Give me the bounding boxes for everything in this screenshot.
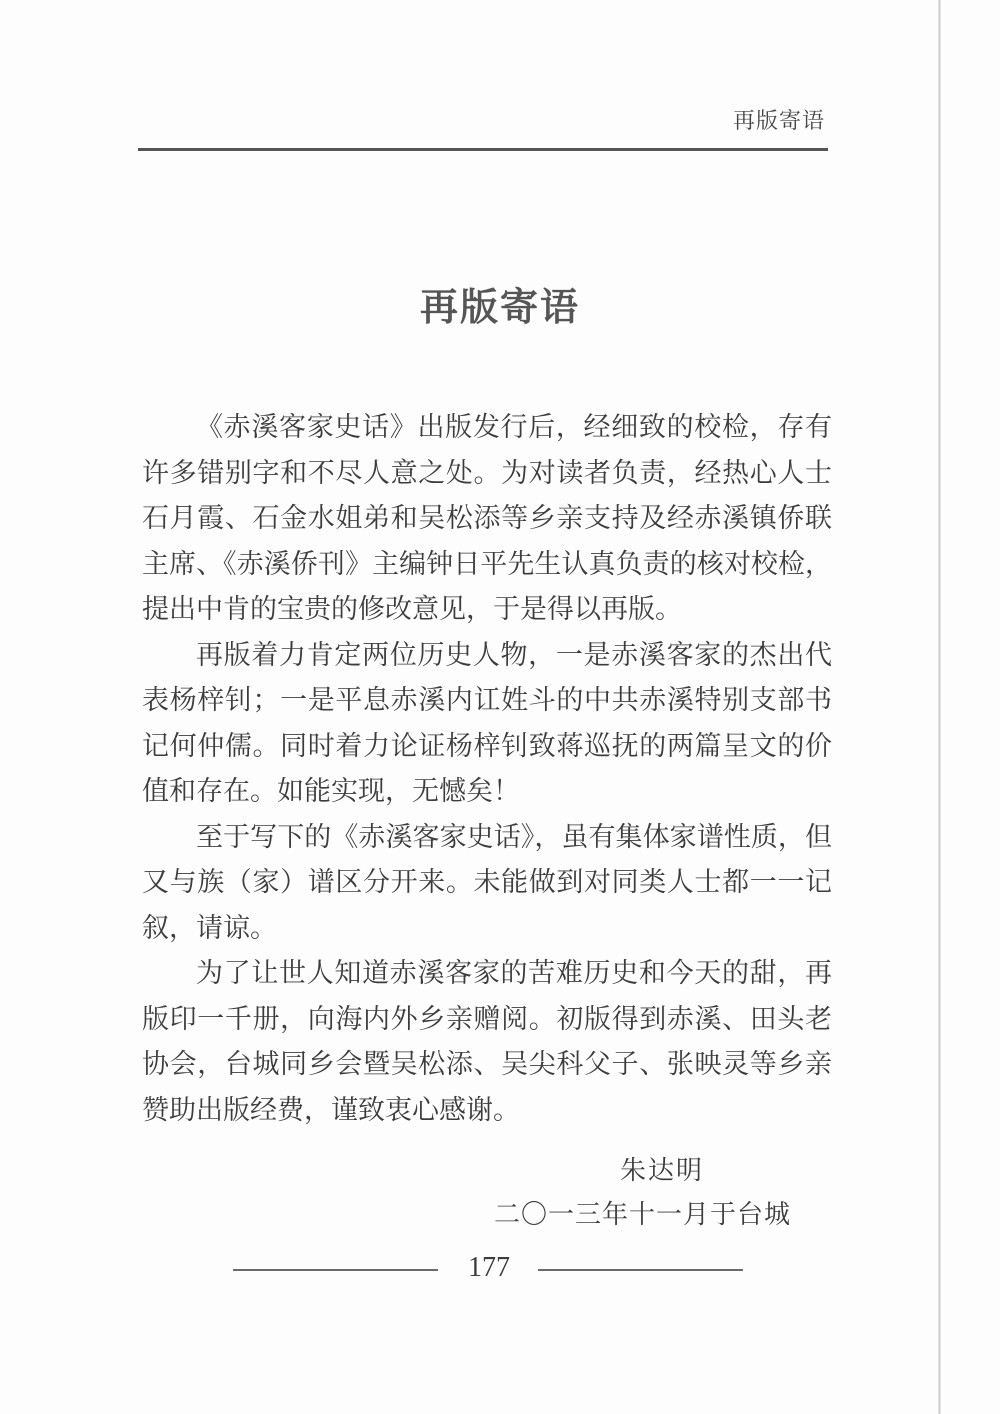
- paragraph-1: 《赤溪客家史话》出版发行后，经细致的校检，存有许多错别字和不尽人意之处。为对读者负责，经热心人士石月霞、石金水姐弟和吴松添等乡亲支持及经赤溪镇侨联主席、《赤溪侨刊》主编钟日平先生认真负责的核对校检，提出中肯的宝贵的修改意见，于是得以再版。: [142, 412, 832, 625]
- footer-rule-left: [233, 1269, 438, 1271]
- footer-rule-right: [538, 1269, 743, 1271]
- running-header: 再版寄语: [732, 109, 825, 134]
- page-edge-divider: [938, 0, 941, 1414]
- header-rule: [138, 148, 828, 151]
- paragraph-3: 至于写下的《赤溪客家史话》，虽有集体家谱性质，但又与族（家）谱区分开来。未能做到对同类人士都一一记叙，请谅。: [142, 821, 832, 944]
- paragraph-4: 为了让世人知道赤溪客家的苦难历史和今天的甜，再版印一千册，向海内外乡亲赠阅。初版得到赤溪、田头老协会，台城同乡会暨吴松添、吴尖科父子、张映灵等乡亲赞助出版经费，谨致衷心感谢。: [142, 958, 832, 1126]
- signature-date: 二〇一三年十一月于台城: [494, 1200, 792, 1230]
- page-number: 177: [468, 1252, 510, 1283]
- author-signature: 朱达明: [620, 1156, 705, 1186]
- body-text: [142, 405, 832, 1133]
- page-title: 再版寄语: [419, 285, 580, 329]
- paragraph-2: 再版着力肯定两位历史人物，一是赤溪客家的杰出代表杨梓钊；一是平息赤溪内讧姓斗的中共赤溪特别支部书记何仲儒。同时着力论证杨梓钊致蒋巡抚的两篇呈文的价值和存在。如能实现，无憾矣！: [142, 639, 832, 807]
